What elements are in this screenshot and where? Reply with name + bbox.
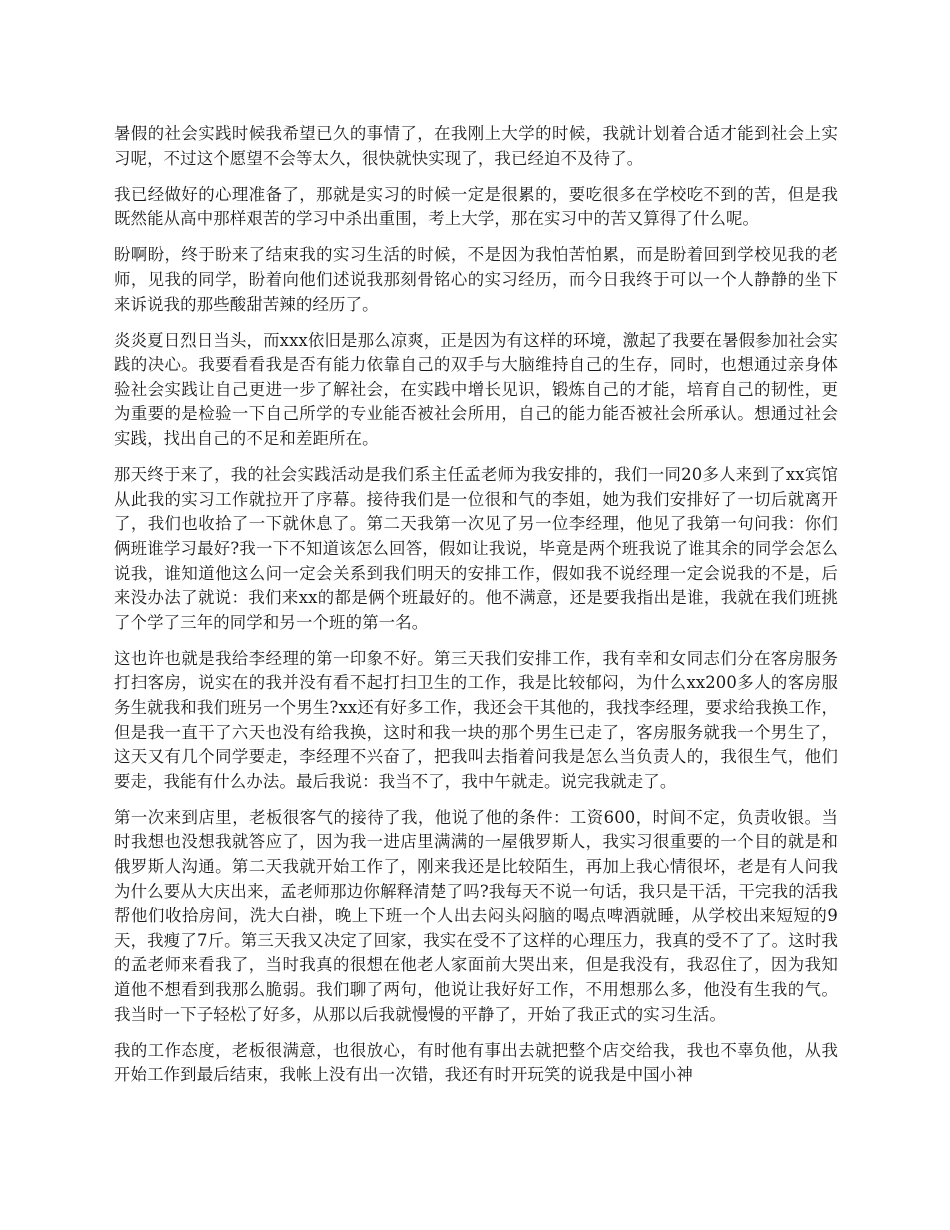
paragraph-1: 暑假的社会实践时候我希望已久的事情了，在我刚上大学的时候，我就计划着合适才能到社会上实习呢，不过这个愿望不会等太久，很快就快实现了，我已经迫不及待了。 — [114, 124, 838, 168]
paragraph-4: 炎炎夏日烈日当头，而xxx依旧是那么凉爽，正是因为有这样的环境，激起了我要在暑假参加社会实践的决心。我要看看我是否有能力依靠自己的双手与大脑维持自己的生存，同时，也想通过亲身体验社会实践让自己更进一步了解社会，在实践中增长见识，锻炼自己的才能，培育自己的韧性，更为重要的是检验一下自己所学的专业能否被社会所用，自己的能力能否被社会所承认。想通过社会实践，找出自己的不足和差距所在。 — [114, 330, 838, 449]
paragraph-5: 那天终于来了，我的社会实践活动是我们系主任孟老师为我安排的，我们一同20多人来到了xx宾馆从此我的实习工作就拉开了序幕。接待我们是一位很和气的李姐，她为我们安排好了一切后就离开了，我们也收拾了一下就休息了。第二天我第一次见了另一位李经理，他见了我第一句问我：你们俩班谁学习最好?我一下不知道该怎么回答，假如让我说，毕竟是两个班我说了谁其余的同学会怎么说我，谁知道他这么问一定会关系到我们明天的安排工作，假如我不说经理一定会说我的不是，后来没办法了就说：我们来xx的都是俩个班最好的。他不满意，还是要我指出是谁，我就在我们班挑了个学了三年的同学和另一个班的第一名。 — [114, 465, 838, 632]
paragraph-2: 我已经做好的心理准备了，那就是实习的时候一定是很累的，要吃很多在学校吃不到的苦，但是我既然能从高中那样艰苦的学习中杀出重围，考上大学，那在实习中的苦又算得了什么呢。 — [114, 184, 838, 229]
paragraph-6: 这也许也就是我给李经理的第一印象不好。第三天我们安排工作，我有幸和女同志们分在客房服务打扫客房，说实在的我并没有看不起打扫卫生的工作，我是比较郁闷，为什么xx200多人的客房服务生就我和我们班另一个男生?xx还有好多工作，我还会干其他的，我找李经理，要求给我换工作，但是我一直干了六天也没有给我换，这时和我一块的那个男生已走了，客房服务就我一个男生了，这天又有几个同学要走，李经理不兴奋了，把我叫去指着问我是怎么当负责人的，我很生气，他们要走，我能有什么办法。最后我说：我当不了，我中午就走。说完我就走了。 — [114, 648, 838, 791]
paragraph-7: 第一次来到店里，老板很客气的接待了我，他说了他的条件：工资600，时间不定，负责收银。当时我想也没想我就答应了，因为我一进店里满满的一屋俄罗斯人，我实习很重要的一个目的就是和俄罗斯人沟通。第二天我就开始工作了，刚来我还是比较陌生，再加上我心情很坏，老是有人问我为什么要从大庆出来，孟老师那边你解释清楚了吗?我每天不说一句话，我只是干活，干完我的活我帮他们收拾房间，洗大白褂，晚上下班一个人出去闷头闷脑的喝点啤酒就睡，从学校出来短短的9天，我瘦了7斤。第三天我又决定了回家，我实在受不了这样的心理压力，我真的受不了了。这时我的孟老师来看我了，当时我真的很想在他老人家面前大哭出来，但是我没有，我忍住了，因为我知道他不想看到我那么脆弱。我们聊了两句，他说让我好好工作，不用想那么多，他没有生我的气。我当时一下子轻松了好多，从那以后我就慢慢的平静了，开始了我正式的实习生活。 — [114, 807, 838, 1024]
paragraph-3: 盼啊盼，终于盼来了结束我的实习生活的时候，不是因为我怕苦怕累，而是盼着回到学校见我的老师，见我的同学，盼着向他们述说我那刻骨铭心的实习经历，而今日我终于可以一个人静静的坐下来诉说我的那些酸甜苦辣的经历了。 — [114, 245, 838, 314]
paragraph-8: 我的工作态度，老板很满意，也很放心，有时他有事出去就把整个店交给我，我也不辜负他，从我开始工作到最后结束，我帐上没有出一次错，我还有时开玩笑的说我是中国小神 — [114, 1040, 838, 1085]
document-body — [114, 122, 838, 1099]
